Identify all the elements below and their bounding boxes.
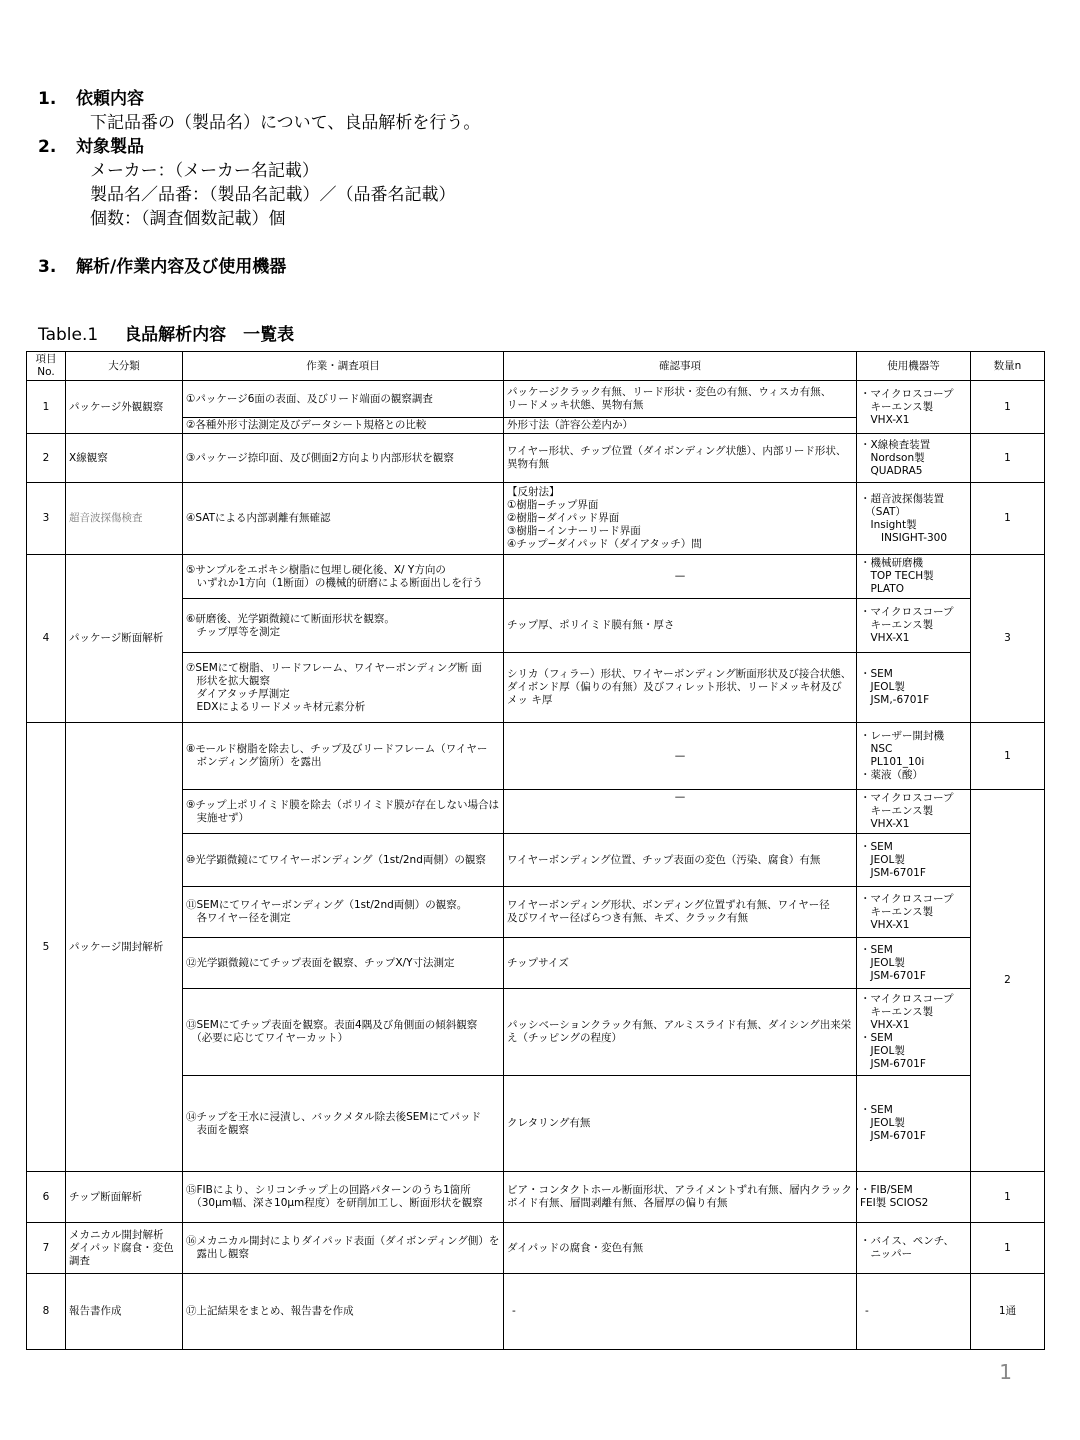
row-no: 5 (27, 723, 66, 1172)
row-check: パッケージクラック有無、リード形状・変色の有無、ウィスカ有無、 リードメッキ状態、異物有無 (504, 381, 857, 418)
row-no: 8 (27, 1274, 66, 1350)
row-category: 超音波探傷検査 (66, 483, 183, 555)
table-row (27, 555, 1045, 599)
row-category: メカニカル開封解析 ダイパッド腐食・変色 調査 (66, 1223, 183, 1274)
row-check: ダイパッドの腐食・変色有無 (504, 1223, 857, 1274)
row-item: ⑩光学顕微鏡にてワイヤーボンディング（1st/2nd両側）の観察 (183, 834, 504, 887)
section-3-heading (38, 252, 286, 277)
row-item: ④SATによる内部剥離有無確認 (183, 483, 504, 555)
row-no: 4 (27, 555, 66, 723)
row-check: - (504, 1274, 857, 1350)
row-count: 1 (971, 434, 1045, 483)
section-2-heading (38, 132, 144, 157)
row-item: ②各種外形寸法測定及びデータシート規格との比較 (183, 418, 504, 434)
row-no: 1 (27, 381, 66, 434)
header-check: 確認事項 (504, 352, 857, 381)
row-check: ワイヤーボンディング形状、ボンディング位置ずれ有無、ワイヤー径 及びワイヤー径ばらつき有無、キズ、クラック有無 (504, 887, 857, 938)
row-equipment: ・FIB/SEM FEI製 SCIOS2 (857, 1172, 971, 1223)
row-item: ⑦SEMにて樹脂、リードフレーム、ワイヤーボンディング断 面 形状を拡大観察 ダイアタッチ厚測定 EDXによるリードメッキ材元素分析 (183, 653, 504, 723)
table-row (27, 434, 1045, 483)
row-item: ⑥研磨後、光学顕微鏡にて断面形状を観察。 チップ厚等を測定 (183, 599, 504, 653)
row-count: 3 (971, 555, 1045, 723)
header-equipment: 使用機器等 (857, 352, 971, 381)
row-equipment: ・機械研磨機 TOP TECH製 PLATO (857, 555, 971, 599)
table-header-row (27, 352, 1045, 381)
row-item: ⑪SEMにてワイヤーボンディング（1st/2nd両側）の観察。 各ワイヤー径を測定 (183, 887, 504, 938)
row-check: ワイヤー形状、チップ位置（ダイボンディング状態）、内部リード形状、 異物有無 (504, 434, 857, 483)
row-check: クレタリング有無 (504, 1076, 857, 1172)
row-count: 1 (971, 1223, 1045, 1274)
row-equipment: ・SEM JEOL製 JSM-6701F (857, 1076, 971, 1172)
row-count: 1 (971, 483, 1045, 555)
section-1-line: 下記品番の（製品名）について、良品解析を行う。 (90, 113, 481, 133)
page-number: 1 (999, 1360, 1012, 1384)
row-equipment: ・X線検査装置 Nordson製 QUADRA5 (857, 434, 971, 483)
table-caption (38, 320, 294, 345)
table-caption-title: 良品解析内容 一覧表 (124, 325, 295, 345)
row-item: ⑫光学顕微鏡にてチップ表面を観察、チップX/Y寸法測定 (183, 938, 504, 989)
header-item: 作業・調査項目 (183, 352, 504, 381)
table-row (27, 1172, 1045, 1223)
row-equipment: ・SEM JEOL製 JSM-6701F (857, 938, 971, 989)
row-check: パッシベーションクラック有無、アルミスライド有無、ダイシング出来栄 え（チッピングの程度） (504, 989, 857, 1076)
section-1-title: 依頼内容 (76, 89, 144, 109)
table-row (27, 1274, 1045, 1350)
section-3-title: 解析/作業内容及び使用機器 (76, 257, 287, 277)
product-line: 製品名／品番：（製品名記載）／（品番名記載） (90, 185, 456, 205)
table-row (27, 723, 1045, 790)
row-equipment: - (857, 1274, 971, 1350)
row-check: ワイヤーボンディング位置、チップ表面の変色（汚染、腐食）有無 (504, 834, 857, 887)
quantity-line: 個数：（調査個数記載）個 (90, 209, 286, 229)
row-equipment: ・レーザー開封機 NSC PL101_10i ・薬液（酸） (857, 723, 971, 790)
row-item: ⑤サンプルをエポキシ樹脂に包埋し硬化後、X/ Y方向の いずれか1方向（1断面）の機械的研磨による断面出しを行う (183, 555, 504, 599)
row-equipment: ・超音波探傷装置 （SAT） Insight製 INSIGHT-300 (857, 483, 971, 555)
row-count: 1 (971, 1172, 1045, 1223)
row-item: ⑮FIBにより、シリコンチップ上の回路パターンのうち1箇所 （30μm幅、深さ10μm程度）を研削加工し、断面形状を観察 (183, 1172, 504, 1223)
row-category: 報告書作成 (66, 1274, 183, 1350)
row-count: 2 (971, 790, 1045, 1172)
row-equipment: ・マイクロスコープ キーエンス製 VHX-X1 ・SEM JEOL製 JSM-6701F (857, 989, 971, 1076)
row-equipment: ・マイクロスコープ キーエンス製 VHX-X1 (857, 599, 971, 653)
row-item: ⑯メカニカル開封によりダイパッド表面（ダイボンディング側）を 露出し観察 (183, 1223, 504, 1274)
section-2-number: 2. (38, 137, 57, 157)
table-row (27, 483, 1045, 555)
row-equipment: ・マイクロスコープ キーエンス製 VHX-X1 (857, 381, 971, 434)
row-check: 【反射法】 ①樹脂−チップ界面 ②樹脂−ダイパッド界面 ③樹脂−インナーリード界面 ④チップ−ダイパッド（ダイアタッチ）間 (504, 483, 857, 555)
row-item: ⑬SEMにてチップ表面を観察。表面4隅及び角側面の傾斜観察 （必要に応じてワイヤーカット） (183, 989, 504, 1076)
table-row (27, 1223, 1045, 1274)
header-count: 数量n (971, 352, 1045, 381)
row-check: チップ厚、ポリイミド膜有無・厚さ (504, 599, 857, 653)
section-2-title: 対象製品 (76, 137, 144, 157)
row-equipment: ・SEM JEOL製 JSM,-6701F (857, 653, 971, 723)
row-category: チップ断面解析 (66, 1172, 183, 1223)
row-item: ③パッケージ捺印面、及び側面2方向より内部形状を観察 (183, 434, 504, 483)
analysis-table (26, 351, 1045, 1350)
row-check: 外形寸法（許容公差内か） (504, 418, 857, 434)
row-equipment: ・SEM JEOL製 JSM-6701F (857, 834, 971, 887)
row-category: X線観察 (66, 434, 183, 483)
row-no: 6 (27, 1172, 66, 1223)
row-check: — (504, 555, 857, 599)
row-check: シリカ（フィラー）形状、ワイヤーボンディング断面形状及び接合状態、 ダイボンド厚（偏りの有無）及びフィレット形状、リードメッキ材及び メッ キ厚 (504, 653, 857, 723)
table-caption-label: Table.1 (38, 325, 99, 345)
row-item: ①パッケージ6面の表面、及びリード端面の観察調査 (183, 381, 504, 418)
row-check: チップサイズ (504, 938, 857, 989)
row-item: ⑧モールド樹脂を除去し、チップ及びリードフレーム（ワイヤー ボンディング箇所）を露出 (183, 723, 504, 790)
row-check: — (504, 790, 857, 834)
row-equipment: ・マイクロスコープ キーエンス製 VHX-X1 (857, 790, 971, 834)
row-category: パッケージ外観観察 (66, 381, 183, 434)
row-item: ⑨チップ上ポリイミド膜を除去（ポリイミド膜が存在しない場合は 実施せず） (183, 790, 504, 834)
row-no: 2 (27, 434, 66, 483)
row-category: パッケージ開封解析 (66, 723, 183, 1172)
row-count: 1 (971, 381, 1045, 434)
section-1-heading (38, 84, 144, 109)
row-check: — (504, 723, 857, 790)
section-1-number: 1. (38, 89, 57, 109)
row-equipment: ・バイス、ペンチ、 ニッパー (857, 1223, 971, 1274)
row-item: ⑰上記結果をまとめ、報告書を作成 (183, 1274, 504, 1350)
row-category: パッケージ断面解析 (66, 555, 183, 723)
row-check: ビア・コンタクトホール断面形状、アライメントずれ有無、層内クラック・ ボイド有無、層間剥離有無、各層厚の偏り有無 (504, 1172, 857, 1223)
row-count: 1 (971, 723, 1045, 790)
row-equipment: ・マイクロスコープ キーエンス製 VHX-X1 (857, 887, 971, 938)
header-category: 大分類 (66, 352, 183, 381)
section-3-number: 3. (38, 257, 57, 277)
row-no: 3 (27, 483, 66, 555)
table-row (27, 381, 1045, 418)
header-no: 項目 No. (27, 352, 66, 381)
maker-line: メーカー：（メーカー名記載） (90, 161, 319, 181)
row-item: ⑭チップを王水に浸漬し、バックメタル除去後SEMにてパッド 表面を観察 (183, 1076, 504, 1172)
row-no: 7 (27, 1223, 66, 1274)
row-count: 1通 (971, 1274, 1045, 1350)
